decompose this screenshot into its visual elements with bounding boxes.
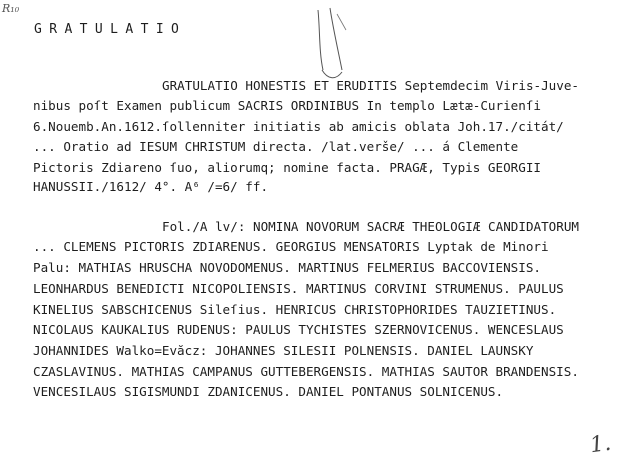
corner-shelfmark: R₁₀ <box>2 2 20 15</box>
description-line-3: 6.Nouemb.An.1612.ſollenniter initiatis ab amicis oblata Joh.17./citát/ <box>33 119 564 134</box>
card-heading: GRATULATIO <box>34 22 187 37</box>
contents-line-7: JOHANNIDES Walko=Evăcz: JOHANNES SILESII POLNENSIS. DANIEL LAUNSKY <box>33 343 534 358</box>
description-line-2: nibus poſt Examen publicum SACRIS ORDINIBUS In templo Lætæ-Curienſi <box>33 98 541 113</box>
description-line-1: GRATULATIO HONESTIS ET ERUDITIS Septemdecim Viris-Juve- <box>162 78 580 93</box>
contents-line-1: Fol./A lv/: NOMINA NOVORUM SACRÆ THEOLOGIÆ CANDIDATORUM <box>162 219 580 234</box>
description-line-4: ... Oratio ad IESUM CHRISTUM directa. /lat.verše/ ... á Clemente <box>33 139 519 154</box>
contents-line-9: VENCESILAUS SIGISMUNDI ZDANICENUS. DANIEL PONTANUS SOLNICENUS. <box>33 384 504 399</box>
description-line-6: HANUSSII./1612/ 4°. A⁶ /=6/ ff. <box>33 179 269 194</box>
contents-line-6: NICOLAUS KAUKALIUS RUDENUS: PAULUS TYCHISTES SZERNOVICENUS. WENCESLAUS <box>33 322 564 337</box>
contents-line-3: Palu: MATHIAS HRUSCHA NOVODOMENUS. MARTINUS FELMERIUS BACCOVIENSIS. <box>33 260 541 275</box>
description-line-5: Pictoris Zdiareno ſuo, aliorumq; nomine facta. PRAGÆ, Typis GEORGII <box>33 160 541 175</box>
contents-line-8: CZASLAVINUS. MATHIAS CAMPANUS GUTTEBERGENSIS. MATHIAS SAUTOR BRANDENSIS. <box>33 364 579 379</box>
page-count-mark: 1. <box>588 430 613 459</box>
contents-line-4: LEONHARDUS BENEDICTI NICOPOLIENSIS. MARTINUS CORVINI STRUMENUS. PAULUS <box>33 281 564 296</box>
contents-line-2: ... CLEMENS PICTORIS ZDIARENUS. GEORGIUS MENSATORIS Lyptak de Minori <box>33 239 549 254</box>
contents-line-5: KINELIUS SABSCHICENUS Sileſius. HENRICUS CHRISTOPHORIDES TAUZIETINUS. <box>33 302 557 317</box>
